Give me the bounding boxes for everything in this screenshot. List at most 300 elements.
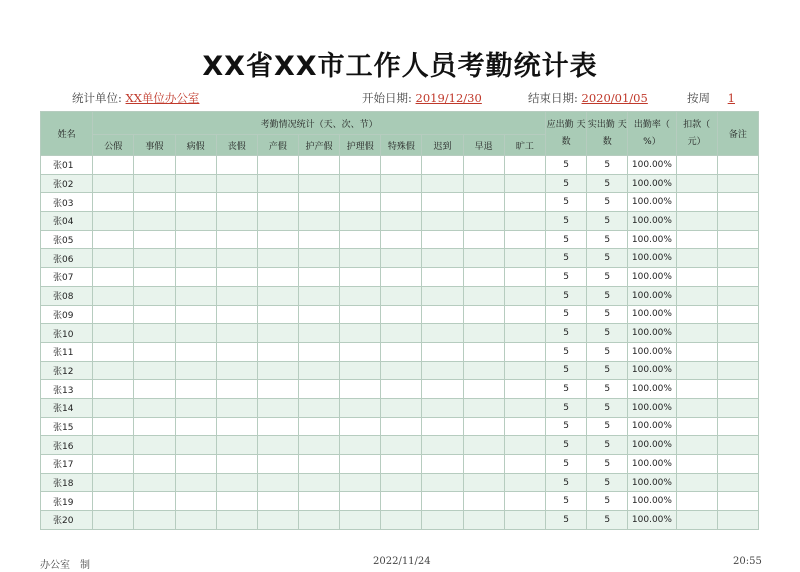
cell-leave-count[interactable] [93,511,134,530]
cell-leave-count[interactable] [340,249,381,268]
cell-due-days[interactable]: 5 [546,492,587,511]
cell-name[interactable]: 张18 [41,473,93,492]
cell-leave-count[interactable] [298,286,339,305]
cell-leave-count[interactable] [504,324,545,343]
cell-leave-count[interactable] [93,212,134,231]
cell-leave-count[interactable] [216,436,257,455]
cell-leave-count[interactable] [93,249,134,268]
cell-leave-count[interactable] [216,417,257,436]
cell-actual-days[interactable]: 5 [587,305,628,324]
cell-rate[interactable]: 100.00% [628,193,676,212]
cell-remark[interactable] [717,212,758,231]
cell-remark[interactable] [717,492,758,511]
cell-deduction[interactable] [676,342,717,361]
cell-name[interactable]: 张17 [41,455,93,474]
cell-leave-count[interactable] [381,342,422,361]
cell-leave-count[interactable] [175,324,216,343]
cell-name[interactable]: 张20 [41,511,93,530]
cell-leave-count[interactable] [257,305,298,324]
cell-leave-count[interactable] [257,380,298,399]
cell-leave-count[interactable] [381,473,422,492]
cell-leave-count[interactable] [257,342,298,361]
cell-leave-count[interactable] [298,249,339,268]
cell-leave-count[interactable] [134,342,175,361]
start-date-value[interactable]: 2019/12/30 [415,91,482,105]
cell-rate[interactable]: 100.00% [628,324,676,343]
cell-leave-count[interactable] [381,361,422,380]
cell-remark[interactable] [717,417,758,436]
cell-name[interactable]: 张01 [41,156,93,175]
cell-actual-days[interactable]: 5 [587,473,628,492]
cell-leave-count[interactable] [257,230,298,249]
cell-leave-count[interactable] [257,212,298,231]
cell-leave-count[interactable] [298,398,339,417]
cell-remark[interactable] [717,268,758,287]
cell-leave-count[interactable] [257,174,298,193]
cell-leave-count[interactable] [504,249,545,268]
cell-leave-count[interactable] [298,174,339,193]
cell-leave-count[interactable] [340,417,381,436]
cell-rate[interactable]: 100.00% [628,361,676,380]
cell-leave-count[interactable] [340,212,381,231]
cell-leave-count[interactable] [175,455,216,474]
cell-leave-count[interactable] [381,324,422,343]
cell-leave-count[interactable] [134,398,175,417]
cell-remark[interactable] [717,436,758,455]
cell-name[interactable]: 张11 [41,342,93,361]
period-value[interactable]: 1 [727,91,735,105]
cell-leave-count[interactable] [504,230,545,249]
cell-leave-count[interactable] [93,492,134,511]
cell-leave-count[interactable] [463,324,504,343]
cell-name[interactable]: 张02 [41,174,93,193]
cell-leave-count[interactable] [463,455,504,474]
cell-leave-count[interactable] [134,455,175,474]
cell-leave-count[interactable] [340,380,381,399]
cell-leave-count[interactable] [216,342,257,361]
cell-leave-count[interactable] [134,156,175,175]
cell-leave-count[interactable] [422,230,463,249]
cell-leave-count[interactable] [93,174,134,193]
cell-leave-count[interactable] [381,286,422,305]
cell-remark[interactable] [717,324,758,343]
cell-leave-count[interactable] [175,417,216,436]
cell-leave-count[interactable] [257,398,298,417]
cell-leave-count[interactable] [216,230,257,249]
cell-due-days[interactable]: 5 [546,174,587,193]
cell-leave-count[interactable] [93,268,134,287]
cell-leave-count[interactable] [134,193,175,212]
cell-leave-count[interactable] [340,455,381,474]
cell-remark[interactable] [717,305,758,324]
cell-leave-count[interactable] [381,380,422,399]
cell-due-days[interactable]: 5 [546,230,587,249]
cell-leave-count[interactable] [463,361,504,380]
cell-actual-days[interactable]: 5 [587,492,628,511]
cell-leave-count[interactable] [93,342,134,361]
cell-leave-count[interactable] [340,398,381,417]
cell-due-days[interactable]: 5 [546,361,587,380]
cell-leave-count[interactable] [463,473,504,492]
cell-leave-count[interactable] [298,212,339,231]
cell-leave-count[interactable] [257,249,298,268]
cell-leave-count[interactable] [175,342,216,361]
cell-leave-count[interactable] [504,398,545,417]
cell-deduction[interactable] [676,455,717,474]
cell-leave-count[interactable] [381,511,422,530]
cell-leave-count[interactable] [134,361,175,380]
cell-leave-count[interactable] [422,473,463,492]
cell-rate[interactable]: 100.00% [628,249,676,268]
cell-leave-count[interactable] [504,268,545,287]
cell-leave-count[interactable] [298,230,339,249]
cell-name[interactable]: 张07 [41,268,93,287]
cell-leave-count[interactable] [93,398,134,417]
cell-leave-count[interactable] [340,436,381,455]
cell-leave-count[interactable] [93,417,134,436]
cell-rate[interactable]: 100.00% [628,455,676,474]
cell-leave-count[interactable] [504,455,545,474]
cell-deduction[interactable] [676,305,717,324]
cell-leave-count[interactable] [422,286,463,305]
cell-leave-count[interactable] [381,436,422,455]
cell-due-days[interactable]: 5 [546,212,587,231]
cell-due-days[interactable]: 5 [546,342,587,361]
cell-leave-count[interactable] [340,361,381,380]
cell-rate[interactable]: 100.00% [628,230,676,249]
cell-leave-count[interactable] [257,436,298,455]
cell-due-days[interactable]: 5 [546,455,587,474]
cell-remark[interactable] [717,193,758,212]
cell-leave-count[interactable] [298,268,339,287]
cell-leave-count[interactable] [93,230,134,249]
cell-leave-count[interactable] [422,511,463,530]
cell-leave-count[interactable] [93,380,134,399]
cell-leave-count[interactable] [216,156,257,175]
cell-leave-count[interactable] [134,380,175,399]
cell-actual-days[interactable]: 5 [587,436,628,455]
cell-leave-count[interactable] [93,473,134,492]
cell-leave-count[interactable] [463,305,504,324]
cell-due-days[interactable]: 5 [546,473,587,492]
cell-leave-count[interactable] [504,193,545,212]
cell-leave-count[interactable] [298,473,339,492]
cell-leave-count[interactable] [175,249,216,268]
cell-leave-count[interactable] [134,473,175,492]
cell-deduction[interactable] [676,286,717,305]
cell-leave-count[interactable] [175,436,216,455]
cell-leave-count[interactable] [216,193,257,212]
cell-leave-count[interactable] [216,305,257,324]
cell-leave-count[interactable] [257,268,298,287]
cell-due-days[interactable]: 5 [546,268,587,287]
cell-leave-count[interactable] [422,380,463,399]
cell-leave-count[interactable] [340,342,381,361]
cell-actual-days[interactable]: 5 [587,398,628,417]
cell-leave-count[interactable] [340,286,381,305]
cell-rate[interactable]: 100.00% [628,342,676,361]
cell-remark[interactable] [717,249,758,268]
cell-leave-count[interactable] [298,436,339,455]
cell-leave-count[interactable] [504,342,545,361]
cell-leave-count[interactable] [134,511,175,530]
cell-leave-count[interactable] [463,230,504,249]
cell-deduction[interactable] [676,380,717,399]
cell-leave-count[interactable] [134,249,175,268]
cell-actual-days[interactable]: 5 [587,174,628,193]
cell-leave-count[interactable] [463,436,504,455]
cell-due-days[interactable]: 5 [546,511,587,530]
cell-leave-count[interactable] [340,230,381,249]
cell-leave-count[interactable] [216,249,257,268]
cell-leave-count[interactable] [216,361,257,380]
cell-leave-count[interactable] [257,156,298,175]
cell-leave-count[interactable] [257,455,298,474]
cell-leave-count[interactable] [134,324,175,343]
cell-leave-count[interactable] [463,398,504,417]
cell-leave-count[interactable] [422,398,463,417]
cell-leave-count[interactable] [175,492,216,511]
cell-leave-count[interactable] [422,455,463,474]
cell-leave-count[interactable] [422,305,463,324]
cell-deduction[interactable] [676,492,717,511]
cell-name[interactable]: 张06 [41,249,93,268]
cell-actual-days[interactable]: 5 [587,286,628,305]
cell-leave-count[interactable] [422,249,463,268]
cell-name[interactable]: 张10 [41,324,93,343]
cell-leave-count[interactable] [216,286,257,305]
cell-due-days[interactable]: 5 [546,305,587,324]
cell-leave-count[interactable] [216,212,257,231]
cell-leave-count[interactable] [422,436,463,455]
cell-leave-count[interactable] [504,473,545,492]
cell-leave-count[interactable] [463,286,504,305]
cell-leave-count[interactable] [175,511,216,530]
cell-leave-count[interactable] [298,324,339,343]
cell-deduction[interactable] [676,230,717,249]
cell-leave-count[interactable] [134,417,175,436]
cell-leave-count[interactable] [463,268,504,287]
cell-leave-count[interactable] [134,436,175,455]
cell-name[interactable]: 张09 [41,305,93,324]
cell-leave-count[interactable] [175,156,216,175]
cell-rate[interactable]: 100.00% [628,473,676,492]
cell-actual-days[interactable]: 5 [587,230,628,249]
cell-leave-count[interactable] [298,455,339,474]
cell-leave-count[interactable] [257,286,298,305]
cell-actual-days[interactable]: 5 [587,212,628,231]
cell-leave-count[interactable] [216,511,257,530]
cell-leave-count[interactable] [504,305,545,324]
cell-remark[interactable] [717,511,758,530]
cell-leave-count[interactable] [93,305,134,324]
cell-leave-count[interactable] [463,249,504,268]
cell-leave-count[interactable] [422,361,463,380]
cell-leave-count[interactable] [93,436,134,455]
cell-leave-count[interactable] [381,156,422,175]
cell-name[interactable]: 张12 [41,361,93,380]
cell-actual-days[interactable]: 5 [587,249,628,268]
cell-rate[interactable]: 100.00% [628,398,676,417]
cell-rate[interactable]: 100.00% [628,492,676,511]
cell-deduction[interactable] [676,361,717,380]
cell-rate[interactable]: 100.00% [628,286,676,305]
cell-leave-count[interactable] [381,455,422,474]
cell-actual-days[interactable]: 5 [587,193,628,212]
cell-leave-count[interactable] [175,193,216,212]
cell-leave-count[interactable] [504,286,545,305]
cell-leave-count[interactable] [422,212,463,231]
cell-leave-count[interactable] [298,361,339,380]
cell-deduction[interactable] [676,193,717,212]
cell-leave-count[interactable] [422,342,463,361]
cell-deduction[interactable] [676,324,717,343]
cell-leave-count[interactable] [216,380,257,399]
cell-due-days[interactable]: 5 [546,286,587,305]
cell-leave-count[interactable] [134,305,175,324]
cell-leave-count[interactable] [504,212,545,231]
cell-deduction[interactable] [676,156,717,175]
cell-name[interactable]: 张08 [41,286,93,305]
cell-leave-count[interactable] [298,193,339,212]
cell-leave-count[interactable] [298,380,339,399]
cell-due-days[interactable]: 5 [546,193,587,212]
cell-leave-count[interactable] [340,492,381,511]
cell-due-days[interactable]: 5 [546,380,587,399]
cell-remark[interactable] [717,286,758,305]
cell-leave-count[interactable] [216,268,257,287]
cell-leave-count[interactable] [298,417,339,436]
cell-leave-count[interactable] [93,361,134,380]
cell-leave-count[interactable] [257,361,298,380]
cell-due-days[interactable]: 5 [546,156,587,175]
cell-rate[interactable]: 100.00% [628,212,676,231]
cell-leave-count[interactable] [381,174,422,193]
cell-actual-days[interactable]: 5 [587,268,628,287]
cell-leave-count[interactable] [93,286,134,305]
cell-rate[interactable]: 100.00% [628,156,676,175]
cell-name[interactable]: 张03 [41,193,93,212]
cell-actual-days[interactable]: 5 [587,342,628,361]
cell-deduction[interactable] [676,511,717,530]
cell-actual-days[interactable]: 5 [587,455,628,474]
cell-leave-count[interactable] [216,455,257,474]
cell-leave-count[interactable] [381,305,422,324]
cell-leave-count[interactable] [504,380,545,399]
cell-actual-days[interactable]: 5 [587,156,628,175]
cell-deduction[interactable] [676,268,717,287]
cell-leave-count[interactable] [93,156,134,175]
cell-rate[interactable]: 100.00% [628,511,676,530]
cell-leave-count[interactable] [298,511,339,530]
cell-leave-count[interactable] [175,473,216,492]
cell-leave-count[interactable] [257,324,298,343]
cell-leave-count[interactable] [257,511,298,530]
cell-actual-days[interactable]: 5 [587,511,628,530]
cell-leave-count[interactable] [463,511,504,530]
cell-leave-count[interactable] [340,156,381,175]
cell-leave-count[interactable] [257,193,298,212]
cell-leave-count[interactable] [422,492,463,511]
cell-leave-count[interactable] [216,398,257,417]
cell-deduction[interactable] [676,174,717,193]
cell-rate[interactable]: 100.00% [628,268,676,287]
cell-leave-count[interactable] [504,492,545,511]
cell-leave-count[interactable] [134,268,175,287]
cell-leave-count[interactable] [340,193,381,212]
cell-deduction[interactable] [676,398,717,417]
cell-leave-count[interactable] [257,417,298,436]
cell-leave-count[interactable] [134,230,175,249]
cell-leave-count[interactable] [463,417,504,436]
cell-remark[interactable] [717,230,758,249]
cell-leave-count[interactable] [134,492,175,511]
end-date-value[interactable]: 2020/01/05 [581,91,648,105]
cell-leave-count[interactable] [381,268,422,287]
cell-leave-count[interactable] [93,193,134,212]
cell-leave-count[interactable] [93,455,134,474]
cell-leave-count[interactable] [298,342,339,361]
cell-leave-count[interactable] [381,398,422,417]
cell-leave-count[interactable] [134,212,175,231]
cell-due-days[interactable]: 5 [546,436,587,455]
cell-due-days[interactable]: 5 [546,324,587,343]
cell-leave-count[interactable] [216,492,257,511]
cell-leave-count[interactable] [298,305,339,324]
cell-leave-count[interactable] [504,361,545,380]
cell-deduction[interactable] [676,417,717,436]
cell-leave-count[interactable] [422,174,463,193]
cell-leave-count[interactable] [340,324,381,343]
cell-rate[interactable]: 100.00% [628,305,676,324]
cell-leave-count[interactable] [504,417,545,436]
cell-remark[interactable] [717,361,758,380]
cell-deduction[interactable] [676,249,717,268]
cell-leave-count[interactable] [175,268,216,287]
cell-name[interactable]: 张19 [41,492,93,511]
cell-leave-count[interactable] [175,174,216,193]
cell-leave-count[interactable] [175,361,216,380]
cell-leave-count[interactable] [216,324,257,343]
cell-leave-count[interactable] [340,268,381,287]
cell-remark[interactable] [717,174,758,193]
cell-leave-count[interactable] [422,193,463,212]
cell-leave-count[interactable] [463,156,504,175]
cell-rate[interactable]: 100.00% [628,380,676,399]
cell-leave-count[interactable] [134,286,175,305]
cell-leave-count[interactable] [175,212,216,231]
cell-leave-count[interactable] [340,305,381,324]
cell-leave-count[interactable] [504,174,545,193]
cell-leave-count[interactable] [381,249,422,268]
cell-leave-count[interactable] [463,380,504,399]
cell-remark[interactable] [717,398,758,417]
cell-leave-count[interactable] [504,436,545,455]
cell-leave-count[interactable] [175,305,216,324]
cell-name[interactable]: 张13 [41,380,93,399]
cell-leave-count[interactable] [504,511,545,530]
cell-leave-count[interactable] [216,174,257,193]
cell-actual-days[interactable]: 5 [587,361,628,380]
cell-leave-count[interactable] [381,492,422,511]
cell-leave-count[interactable] [216,473,257,492]
cell-leave-count[interactable] [463,342,504,361]
cell-leave-count[interactable] [175,230,216,249]
cell-name[interactable]: 张16 [41,436,93,455]
cell-leave-count[interactable] [504,156,545,175]
cell-leave-count[interactable] [257,473,298,492]
cell-rate[interactable]: 100.00% [628,436,676,455]
